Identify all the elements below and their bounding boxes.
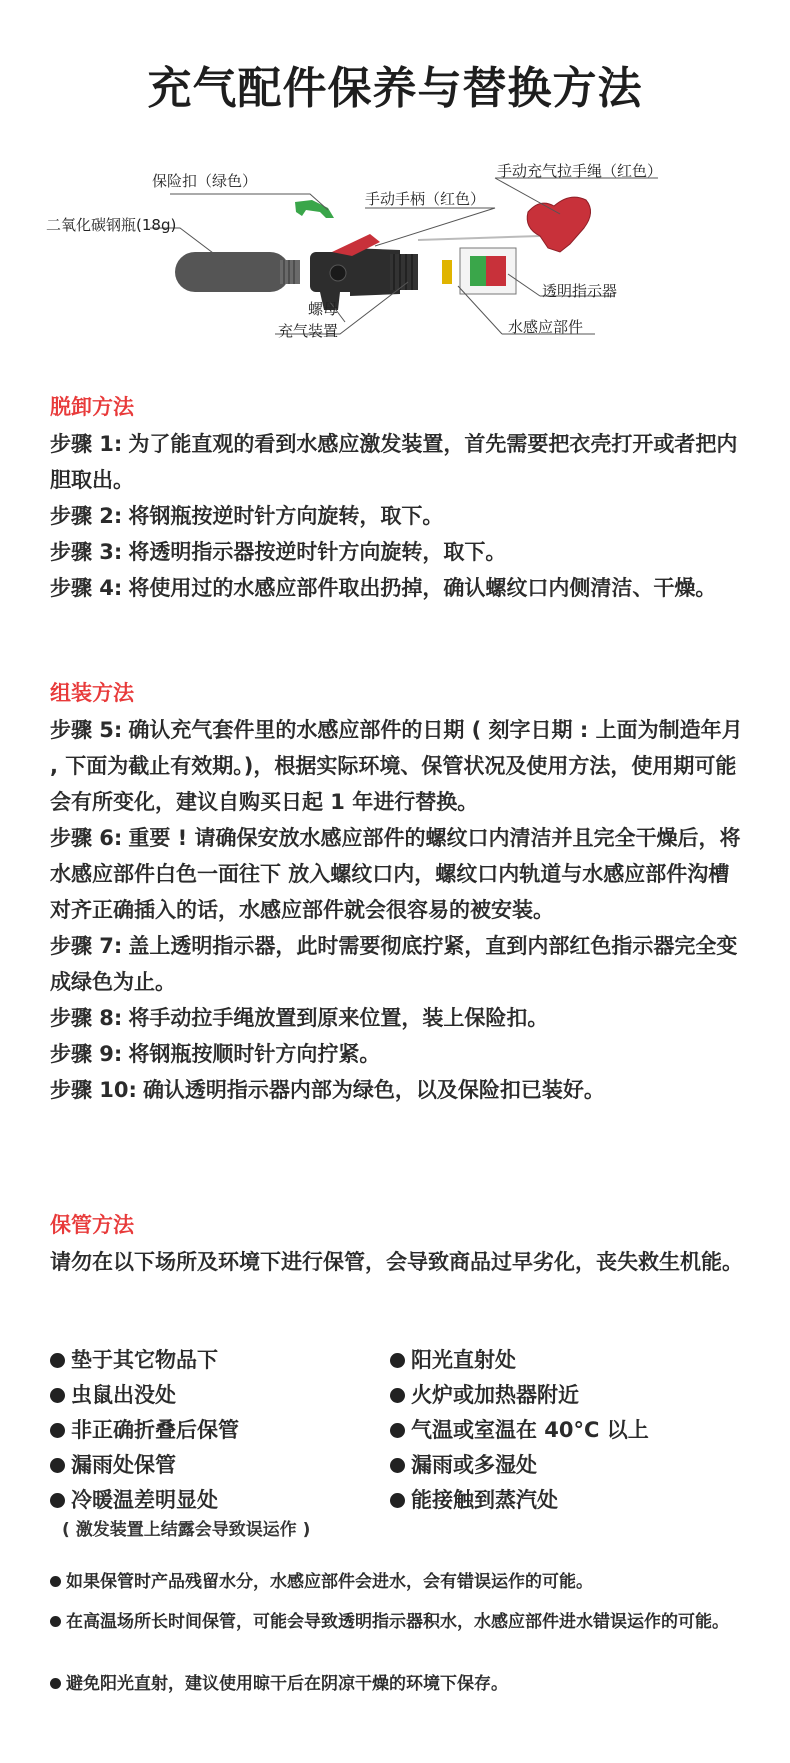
step-label: 步骤 3: xyxy=(50,540,123,564)
assembly-step-6 xyxy=(50,820,750,928)
storage-section xyxy=(50,1210,750,1280)
step-label: 步骤 5: xyxy=(50,718,123,742)
list-item: 漏雨或多湿处 xyxy=(390,1450,537,1480)
list-item: 漏雨处保管 xyxy=(50,1450,176,1480)
bullet-icon xyxy=(50,1493,65,1508)
bullet-icon xyxy=(50,1678,61,1689)
label-nut: 螺母 xyxy=(308,300,339,318)
list-item: 非正确折叠后保管 xyxy=(50,1415,239,1445)
bullet-icon xyxy=(390,1493,405,1508)
storage-list xyxy=(50,1345,750,1512)
bullet-icon xyxy=(50,1458,65,1473)
bullet-icon xyxy=(50,1353,65,1368)
step-text: 为了能直观的看到水感应激发装置，首先需要把衣壳打开或者把内胆取出。 xyxy=(50,432,738,492)
step-text: 将透明指示器按逆时针方向旋转，取下。 xyxy=(128,540,507,564)
list-item: 气温或室温在 40°C 以上 xyxy=(390,1415,649,1445)
step-label: 步骤 6: xyxy=(50,826,123,850)
label-pull-cord: 手动充气拉手绳（红色） xyxy=(497,162,663,180)
bullet-icon xyxy=(390,1458,405,1473)
label-co2-bottle: 二氧化碳钢瓶(18g) xyxy=(46,216,177,234)
bullet-icon xyxy=(390,1353,405,1368)
bullet-icon xyxy=(50,1388,65,1403)
step-text: 盖上透明指示器，此时需要彻底拧紧，直到内部红色指示器完全变成绿色为止。 xyxy=(50,934,738,994)
storage-intro: 请勿在以下场所及环境下进行保管，会导致商品过早劣化，丧失救生机能。 xyxy=(50,1250,743,1274)
list-item: 冷暖温差明显处 xyxy=(50,1485,218,1515)
removal-heading: 脱卸方法 xyxy=(50,395,134,419)
co2-bottle-shape xyxy=(175,252,300,292)
bullet-icon xyxy=(390,1423,405,1438)
label-sensor: 水感应部件 xyxy=(508,318,584,336)
step-text: 将钢瓶按顺时针方向拧紧。 xyxy=(128,1042,381,1066)
assembly-heading: 组装方法 xyxy=(50,681,134,705)
removal-step-4 xyxy=(50,570,750,606)
list-item: 虫鼠出没处 xyxy=(50,1380,176,1410)
assembly-step-10 xyxy=(50,1072,750,1108)
bullet-icon xyxy=(50,1576,61,1587)
assembly-step-7 xyxy=(50,928,750,1000)
bullet-icon xyxy=(50,1423,65,1438)
label-handle: 手动手柄（红色） xyxy=(365,190,486,208)
removal-section xyxy=(50,392,750,606)
step-text: 确认充气套件里的水感应部件的日期 ( 刻字日期 : 上面为制造年月 , 下面为截止有效期。)，根据实际环境、保管状况及使用方法，使用期可能会有所变化，建议自购买日起 1 年进行替换。 xyxy=(50,718,743,814)
step-text: 将使用过的水感应部件取出扔掉，确认螺纹口内侧清洁、干燥。 xyxy=(128,576,717,600)
safety-clip-shape xyxy=(295,200,334,218)
condensation-note: ( 激发装置上结露会导致误运作 ) xyxy=(62,1520,311,1540)
step-label: 步骤 4: xyxy=(50,576,123,600)
page-title: 充气配件保养与替换方法 xyxy=(147,63,643,114)
step-label: 步骤 8: xyxy=(50,1006,123,1030)
storage-note-1: 如果保管时产品残留水分，水感应部件会进水，会有错误运作的可能。 xyxy=(50,1570,740,1594)
bullet-icon xyxy=(50,1616,61,1627)
bullet-icon xyxy=(390,1388,405,1403)
label-inflator: 充气装置 xyxy=(278,322,339,340)
storage-note-3: 避免阳光直射，建议使用晾干后在阴凉干燥的环境下保存。 xyxy=(50,1672,740,1696)
removal-step-3 xyxy=(50,534,750,570)
list-item: 垫于其它物品下 xyxy=(50,1345,218,1375)
list-item: 能接触到蒸汽处 xyxy=(390,1485,558,1515)
assembly-section xyxy=(50,678,750,1108)
label-safety-clip: 保险扣（绿色） xyxy=(152,172,258,190)
list-item: 火炉或加热器附近 xyxy=(390,1380,579,1410)
assembly-step-9 xyxy=(50,1036,750,1072)
removal-step-1 xyxy=(50,426,750,498)
step-label: 步骤 7: xyxy=(50,934,123,958)
sensor-shape xyxy=(442,260,452,284)
storage-heading: 保管方法 xyxy=(50,1213,134,1237)
step-label: 步骤 1: xyxy=(50,432,123,456)
step-text: 将手动拉手绳放置到原来位置，装上保险扣。 xyxy=(128,1006,549,1030)
storage-note-2: 在高温场所长时间保管，可能会导致透明指示器积水，水感应部件进水错误运作的可能。 xyxy=(50,1610,757,1634)
removal-step-2 xyxy=(50,498,750,534)
step-text: 重要 ! 请确保安放水感应部件的螺纹口内清洁并且完全干燥后，将水感应部件白色一面往下 放入螺纹口内，螺纹口内轨道与水感应部件沟槽对齐正确插入的话，水感应部件就会很容易的被安装。 xyxy=(50,826,741,922)
assembly-step-5 xyxy=(50,712,750,820)
list-item: 阳光直射处 xyxy=(390,1345,516,1375)
step-label: 步骤 2: xyxy=(50,504,123,528)
pull-handle-shape xyxy=(527,197,590,252)
step-text: 确认透明指示器内部为绿色，以及保险扣已装好。 xyxy=(142,1078,605,1102)
assembly-step-8 xyxy=(50,1000,750,1036)
indicator-shape xyxy=(460,248,516,294)
step-label: 步骤 10: xyxy=(50,1078,137,1102)
inflator-diagram xyxy=(40,162,750,400)
step-label: 步骤 9: xyxy=(50,1042,123,1066)
label-indicator: 透明指示器 xyxy=(542,282,618,300)
step-text: 将钢瓶按逆时针方向旋转，取下。 xyxy=(128,504,444,528)
